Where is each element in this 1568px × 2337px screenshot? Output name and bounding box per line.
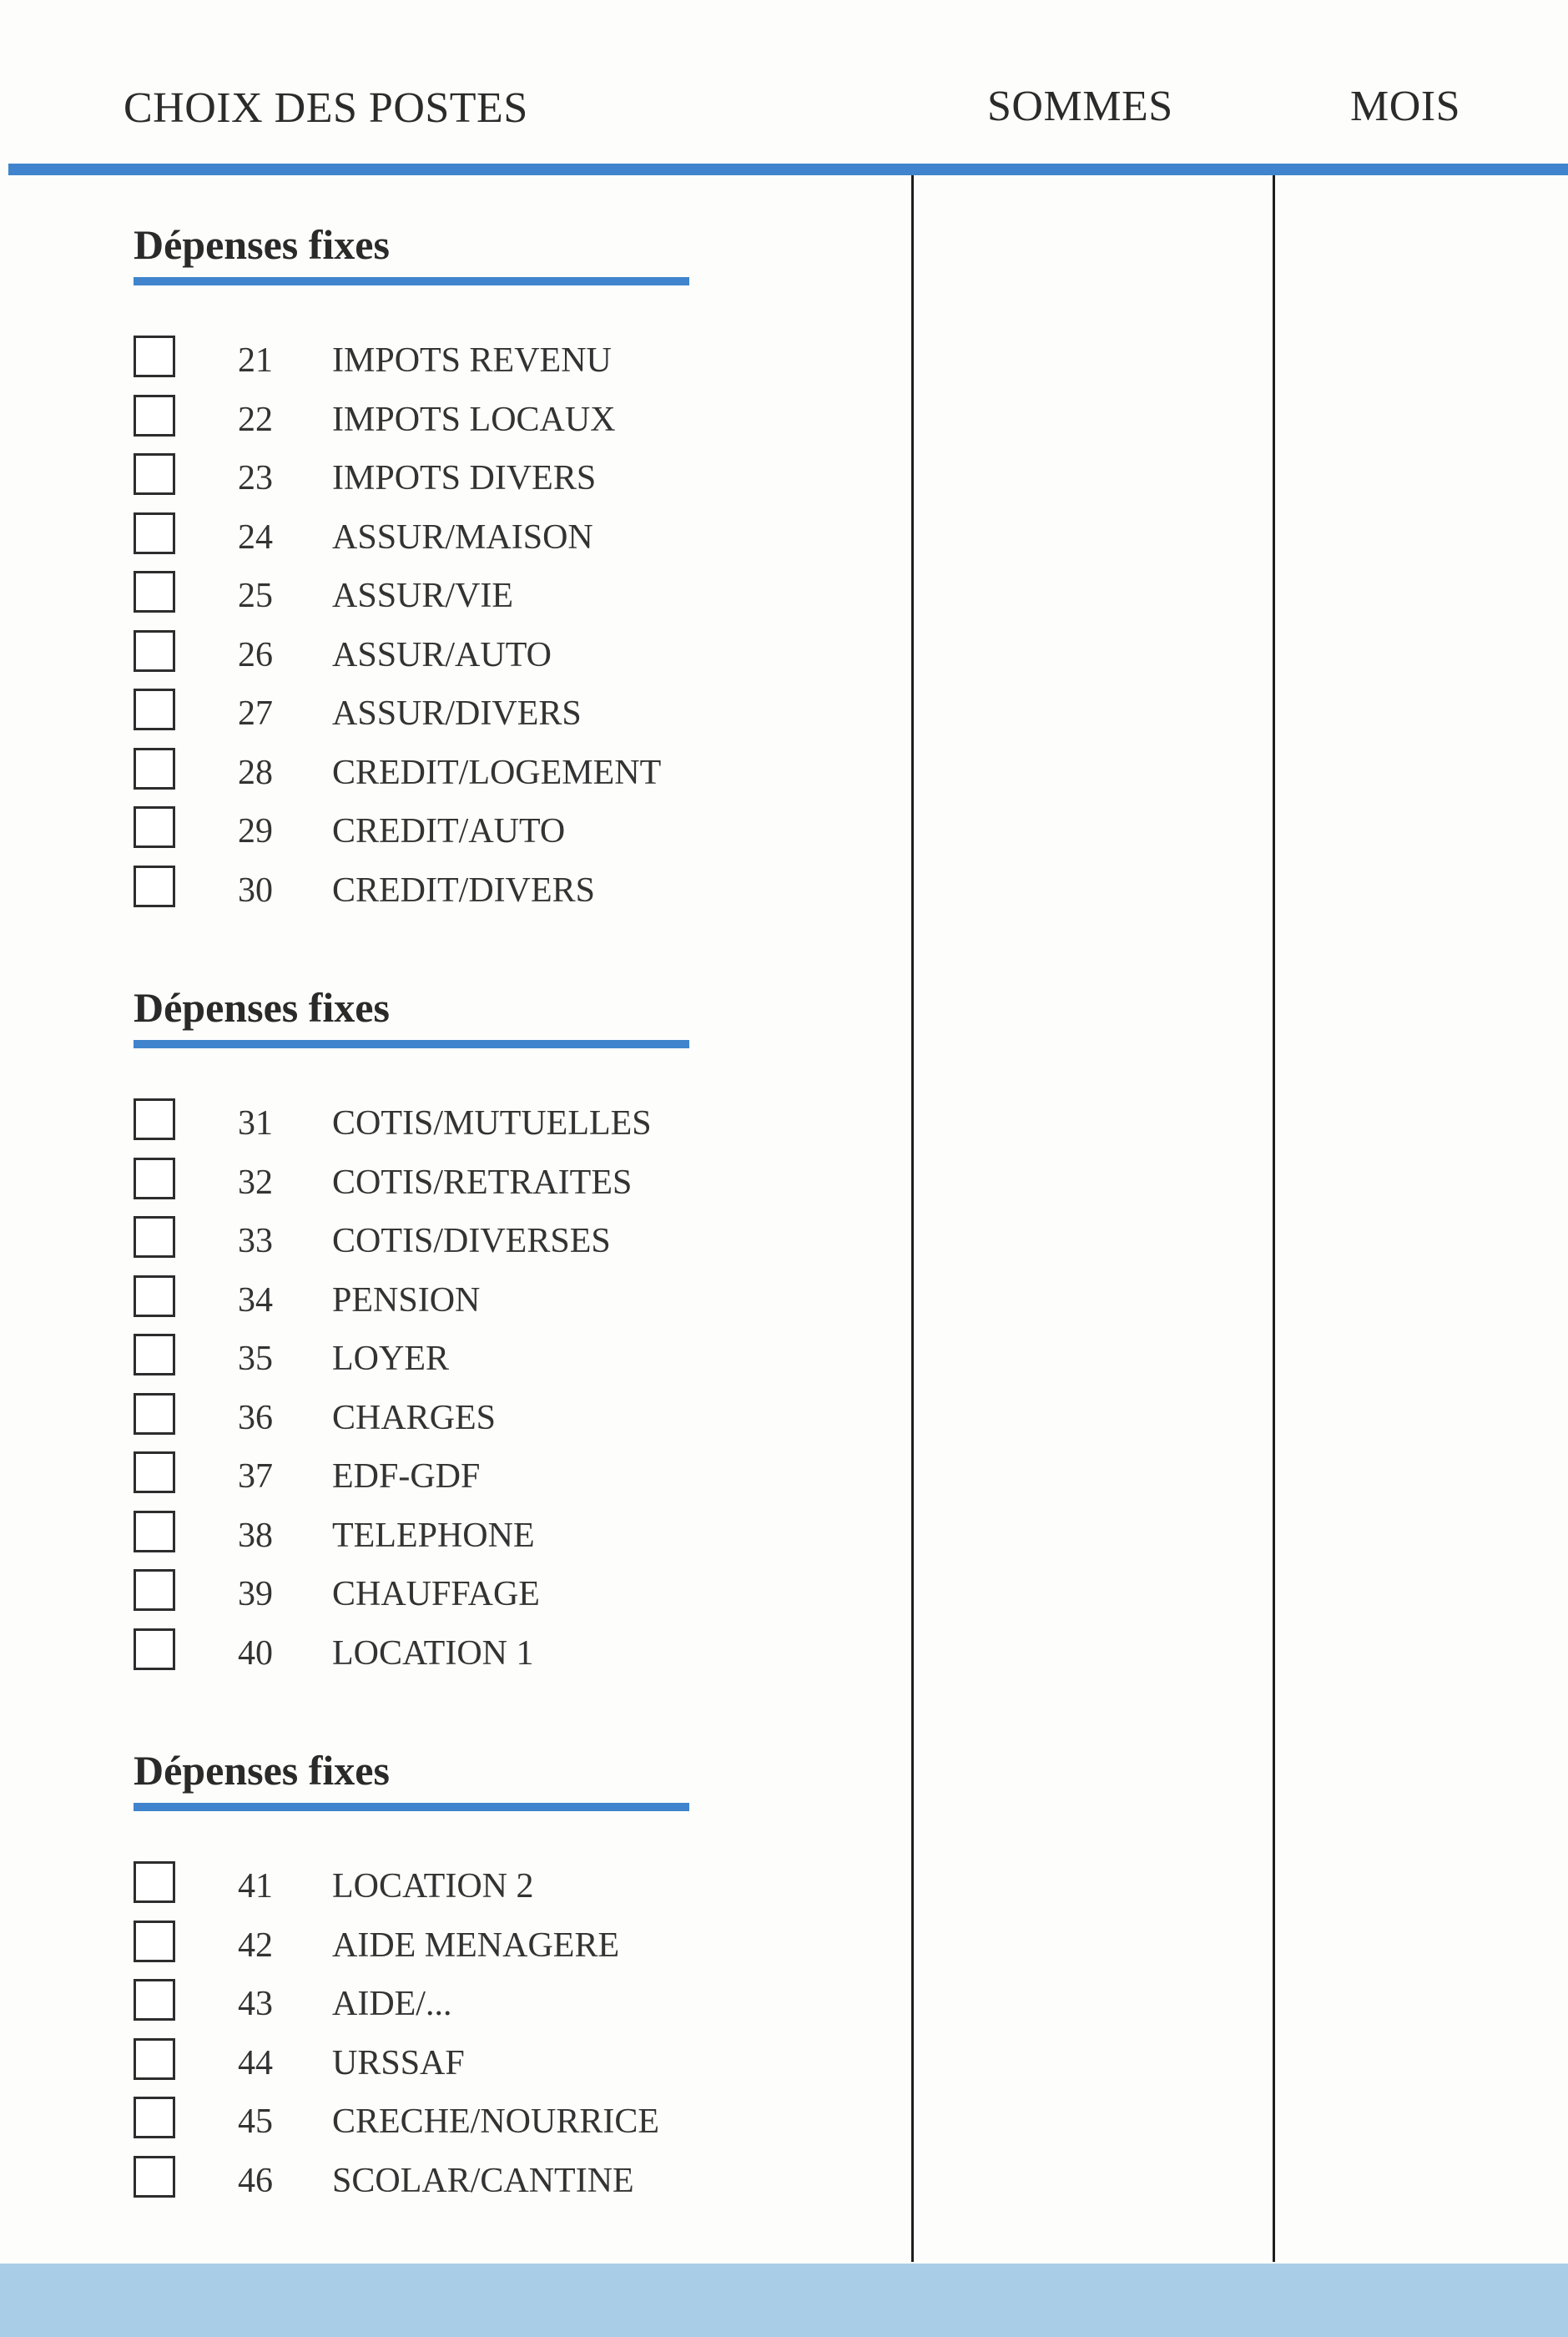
item-code: 21 xyxy=(238,341,273,380)
item-label: CREDIT/LOGEMENT xyxy=(332,753,662,792)
column-header-choix: CHOIX DES POSTES xyxy=(124,84,528,132)
item-checkbox[interactable] xyxy=(134,2097,175,2138)
section-title: Dépenses fixes xyxy=(134,984,390,1031)
item-checkbox[interactable] xyxy=(134,336,175,377)
item-label: ASSUR/DIVERS xyxy=(332,694,582,733)
section-depenses-fixes xyxy=(134,1744,701,2214)
item-code: 22 xyxy=(238,400,273,439)
item-code: 26 xyxy=(238,635,273,674)
column-header-mois: MOIS xyxy=(1350,83,1461,130)
item-label: IMPOTS DIVERS xyxy=(332,459,597,497)
item-checkbox[interactable] xyxy=(134,689,175,730)
list-item xyxy=(134,866,701,925)
item-code: 46 xyxy=(238,2161,273,2200)
item-list xyxy=(134,1861,701,2214)
item-label: ASSUR/AUTO xyxy=(332,635,552,674)
column-divider-sommes xyxy=(911,175,914,2262)
list-item xyxy=(134,512,701,572)
item-checkbox[interactable] xyxy=(134,1275,175,1317)
item-checkbox[interactable] xyxy=(134,1098,175,1140)
list-item xyxy=(134,2156,701,2215)
list-item xyxy=(134,748,701,807)
item-code: 30 xyxy=(238,871,273,910)
item-code: 29 xyxy=(238,812,273,851)
list-item xyxy=(134,1511,701,1570)
header-rule xyxy=(8,164,1568,175)
item-checkbox[interactable] xyxy=(134,1628,175,1670)
item-code: 43 xyxy=(238,1985,273,2023)
list-item xyxy=(134,336,701,395)
item-label: COTIS/MUTUELLES xyxy=(332,1104,652,1143)
list-item xyxy=(134,630,701,689)
item-label: ASSUR/MAISON xyxy=(332,517,593,557)
item-checkbox[interactable] xyxy=(134,1451,175,1493)
item-code: 32 xyxy=(238,1163,273,1202)
item-list xyxy=(134,1098,701,1687)
item-label: PENSION xyxy=(332,1280,481,1320)
item-checkbox[interactable] xyxy=(134,866,175,907)
list-item xyxy=(134,1275,701,1335)
item-code: 38 xyxy=(238,1516,273,1555)
list-item xyxy=(134,571,701,630)
list-item xyxy=(134,1628,701,1688)
item-label: IMPOTS REVENU xyxy=(332,341,612,380)
footer-band xyxy=(0,2264,1568,2337)
item-checkbox[interactable] xyxy=(134,1569,175,1611)
section-rule xyxy=(134,1803,689,1811)
item-checkbox[interactable] xyxy=(134,1216,175,1258)
item-label: AIDE/... xyxy=(332,1985,452,2023)
item-code: 33 xyxy=(238,1222,273,1260)
item-label: LOCATION 1 xyxy=(332,1633,534,1673)
list-item xyxy=(134,806,701,866)
item-code: 35 xyxy=(238,1340,273,1378)
list-item xyxy=(134,2097,701,2156)
item-label: CREDIT/DIVERS xyxy=(332,871,595,910)
item-code: 39 xyxy=(238,1575,273,1613)
item-code: 42 xyxy=(238,1926,273,1965)
section-depenses-fixes xyxy=(134,982,701,1687)
item-code: 27 xyxy=(238,694,273,733)
list-item xyxy=(134,395,701,454)
item-checkbox[interactable] xyxy=(134,2156,175,2198)
item-label: IMPOTS LOCAUX xyxy=(332,400,616,439)
item-label: CHARGES xyxy=(332,1398,497,1437)
item-code: 41 xyxy=(238,1867,273,1905)
item-checkbox[interactable] xyxy=(134,512,175,554)
item-code: 25 xyxy=(238,577,273,615)
section-rule xyxy=(134,1040,689,1048)
section-rule xyxy=(134,277,689,285)
item-checkbox[interactable] xyxy=(134,1979,175,2021)
list-item xyxy=(134,1393,701,1452)
list-item xyxy=(134,1861,701,1921)
item-label: SCOLAR/CANTINE xyxy=(332,2161,634,2200)
item-label: COTIS/RETRAITES xyxy=(332,1163,633,1202)
item-code: 44 xyxy=(238,2043,273,2082)
item-checkbox[interactable] xyxy=(134,1158,175,1199)
list-item xyxy=(134,1569,701,1628)
item-label: CREDIT/AUTO xyxy=(332,812,566,851)
item-checkbox[interactable] xyxy=(134,571,175,613)
item-checkbox[interactable] xyxy=(134,453,175,495)
list-item xyxy=(134,2038,701,2097)
item-code: 40 xyxy=(238,1633,273,1673)
item-list xyxy=(134,336,701,924)
item-checkbox[interactable] xyxy=(134,630,175,672)
item-label: COTIS/DIVERSES xyxy=(332,1222,611,1260)
item-code: 45 xyxy=(238,2102,273,2141)
item-label: TELEPHONE xyxy=(332,1516,535,1555)
item-code: 23 xyxy=(238,459,273,497)
item-label: CHAUFFAGE xyxy=(332,1575,540,1613)
section-title: Dépenses fixes xyxy=(134,1747,390,1794)
item-code: 34 xyxy=(238,1280,273,1320)
list-item xyxy=(134,1451,701,1511)
item-label: URSSAF xyxy=(332,2043,465,2082)
item-label: LOYER xyxy=(332,1340,449,1378)
item-code: 36 xyxy=(238,1398,273,1437)
item-code: 28 xyxy=(238,753,273,792)
column-divider-mois xyxy=(1273,175,1275,2262)
section-title: Dépenses fixes xyxy=(134,221,390,268)
item-label: ASSUR/VIE xyxy=(332,577,514,615)
column-header-sommes: SOMMES xyxy=(987,83,1173,130)
item-label: EDF-GDF xyxy=(332,1457,481,1496)
list-item xyxy=(134,1216,701,1275)
item-code: 31 xyxy=(238,1104,273,1143)
item-checkbox[interactable] xyxy=(134,806,175,848)
item-code: 24 xyxy=(238,517,273,557)
list-item xyxy=(134,1334,701,1393)
item-label: CRECHE/NOURRICE xyxy=(332,2102,660,2141)
item-checkbox[interactable] xyxy=(134,1334,175,1375)
list-item xyxy=(134,1979,701,2038)
item-label: LOCATION 2 xyxy=(332,1867,534,1905)
item-checkbox[interactable] xyxy=(134,1861,175,1903)
item-checkbox[interactable] xyxy=(134,395,175,437)
item-code: 37 xyxy=(238,1457,273,1496)
item-checkbox[interactable] xyxy=(134,1511,175,1552)
item-checkbox[interactable] xyxy=(134,1921,175,1962)
item-label: AIDE MENAGERE xyxy=(332,1926,620,1965)
list-item xyxy=(134,1098,701,1158)
section-depenses-fixes xyxy=(134,219,701,924)
list-item xyxy=(134,1921,701,1980)
list-item xyxy=(134,1158,701,1217)
item-checkbox[interactable] xyxy=(134,1393,175,1435)
item-checkbox[interactable] xyxy=(134,2038,175,2080)
list-item xyxy=(134,453,701,512)
list-item xyxy=(134,689,701,748)
item-checkbox[interactable] xyxy=(134,748,175,790)
